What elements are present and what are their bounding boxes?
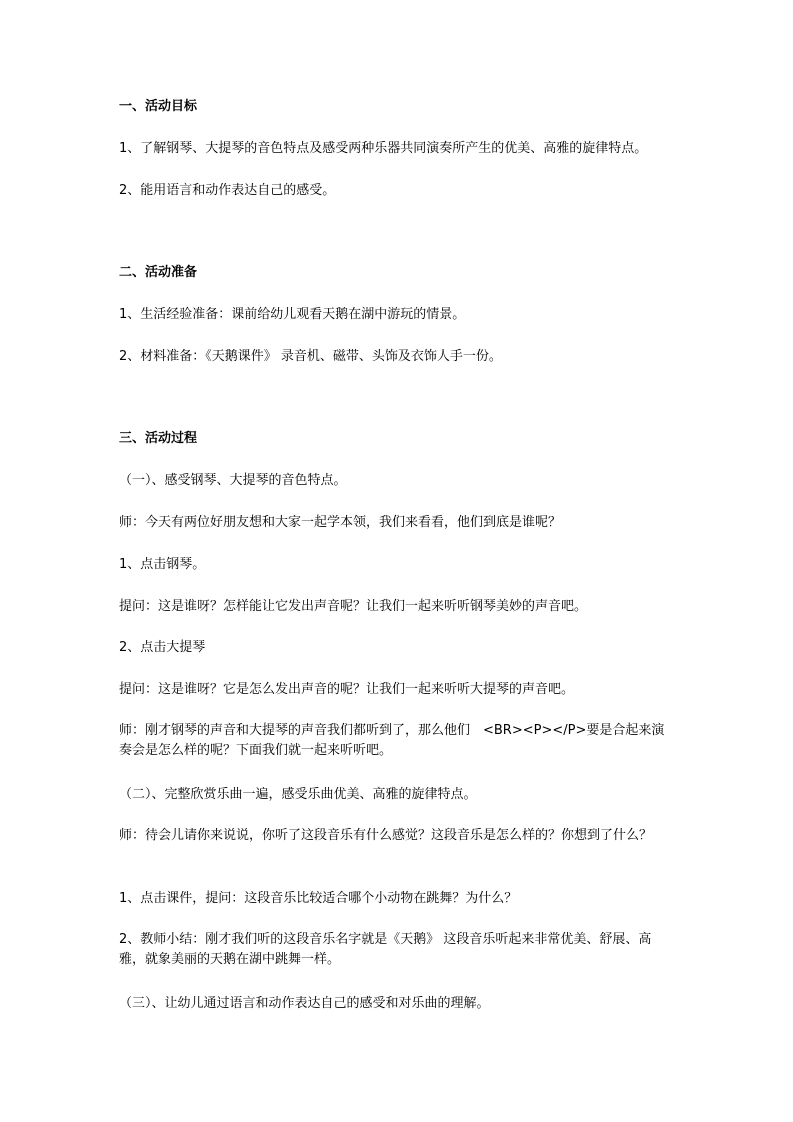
process-step-2-heading: （二）、完整欣赏乐曲一遍，感受乐曲优美、高雅的旋律特点。 <box>119 787 477 802</box>
section-heading-preparation: 二、活动准备 <box>119 265 198 280</box>
section-heading-process: 三、活动过程 <box>119 431 198 446</box>
goal-item-2: 2、能用语言和动作表达自己的感受。 <box>119 183 336 198</box>
preparation-item-2: 2、材料准备：《天鹅课件》 录音机、磁带、头饰及衣饰人手一份。 <box>119 349 502 364</box>
process-step-3-heading: （三）、让幼儿通过语言和动作表达自己的感受和对乐曲的理解。 <box>119 996 490 1011</box>
process-paragraph-feeling: 师：待会儿请你来说说，你听了这段音乐有什么感觉？这段音乐是怎么样的？你想到了什么？ <box>119 828 653 843</box>
section-heading-goals: 一、活动目标 <box>119 99 198 114</box>
process-paragraph-together: 师：刚才钢琴的声音和大提琴的声音我们都听到了，那么他们 <BR><P></P>要是合起来演奏会是怎么样的呢？下面我们就一起来听听吧。 <box>119 723 665 758</box>
process-paragraph-teacher-intro: 师：今天有两位好朋友想和大家一起学本领，我们来看看，他们到底是谁呢？ <box>119 515 562 530</box>
process-step-1-heading: （一）、感受钢琴、大提琴的音色特点。 <box>119 473 347 488</box>
process-paragraph-courseware: 1、点击课件，提问：这段音乐比较适合哪个小动物在跳舞？为什么？ <box>119 891 518 906</box>
preparation-item-1: 1、生活经验准备：课前给幼儿观看天鹅在湖中游玩的情景。 <box>119 307 466 322</box>
process-paragraph-click-cello: 2、点击大提琴 <box>119 640 206 655</box>
process-paragraph-click-piano: 1、点击钢琴。 <box>119 557 206 572</box>
process-paragraph-piano-question: 提问：这是谁呀？怎样能让它发出声音呢？让我们一起来听听钢琴美妙的声音吧。 <box>119 599 588 614</box>
process-paragraph-summary: 2、教师小结：刚才我们听的这段音乐名字就是《天鹅》 这段音乐听起来非常优美、舒展、高雅，就象美丽的天鹅在湖中跳舞一样。 <box>119 932 652 967</box>
goal-item-1: 1、了解钢琴、大提琴的音色特点及感受两种乐器共同演奏所产生的优美、高雅的旋律特点。 <box>119 141 648 156</box>
process-paragraph-cello-question: 提问：这是谁呀？它是怎么发出声音的呢？让我们一起来听听大提琴的声音吧。 <box>119 682 575 697</box>
